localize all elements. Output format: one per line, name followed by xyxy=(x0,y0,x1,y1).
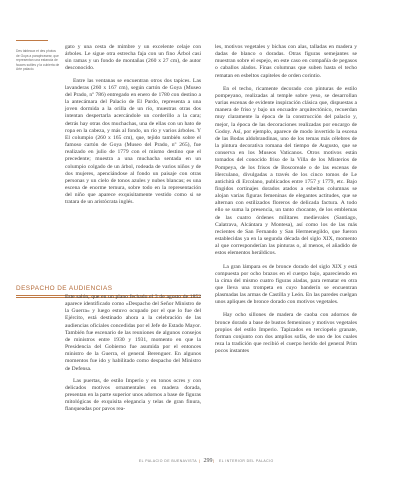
paragraph: En el techo, ricamente decorado con pinturas de estilo pompeyano, realizadas al temple sobre yeso, se desarrollan varias escenas de evidente inspiración clásica que, dispuestas a manera de friso y bajo un encuadre arquitectónico, recuerdan muy claramente la época de la construcción del palacio y, mejor, la época de las decoraciones realizadas por encargo de Godoy. Así, por ejemplo, aparece de modo invertido la escena de las Bodas aldobrandinas, uno de los temas más célebres de la pintura decorativa romana del tiempo de Augusto, que se conserva en los Museos Vaticanos. Otros motivos están tomados del conocido friso de la Villa de los Misterios de Pompeya, de los frisos de Boscoreale o de las escenas de Herculano, divulgadas a través de los cinco tomos de Le antichità di Ercolano, publicados entre 1757 y 1779, etc. Bajo fingidos cortinajes dorados atados a esbeltas columnas se alojan varias figuras femeninas de elegantes actitudes, que se alternan con estilizados floreros de delicada factura. A todo ello se suma la presencia, un tanto chocante, de los emblemas de las cuatro órdenes militares medievales (Santiago, Calatrava, Alcántara y Montesa), así como los de las más recientes de San Fernando y San Hermenegildo, que fueron establecidas ya en la segunda década del siglo XIX, momento al que corresponderían las pinturas o, al menos, el añadido de estos elementos heráldicos. xyxy=(215,85,357,257)
paragraph: gato y una cesta de mimbre y un excelente celaje con árboles. Le sigue otra estrecha faja con un fino Árbol casi sin ramas y un fondo de montañas (260 x 27 cm), de autor desconocido. xyxy=(65,44,201,72)
text-column-left-section xyxy=(65,294,201,419)
paragraph: La gran lámpara es de bronce dorado del siglo XIX y está compuesta por ocho brazos en el cuerpo bajo, apareciendo en la cima del mismo cuatro figuras aladas, para rematar en otra que lleva una trompeta en cuyo banderín se encuentran plasmadas las armas de Castilla y León. En las paredes cuelgan unos apliques de bronce dorado con motivos vegetales. xyxy=(215,263,357,306)
paragraph: Entre las ventanas se encuentran otros dos tapices. Las lavanderas (260 x 167 cm), según cartón de Goya (Museo del Prado, nº 786) entregado en enero de 1780 con destino a la antecámara del Palacio de El Pardo, representa a una joven dormida a la orilla de un río, muestras otras dos intentan despertarla acercándole un corderillo a la cara; detrás hay otras dos muchachas, una de ellas con un hato de ropa en la cabeza, y más al fondo, un río y varios árboles. Y El columpio (260 x 165 cm), que, tejido también sobre el famoso cartón de Goya (Museo del Prado, nº 265), fue realizado en julio de 1779 con el mismo destino que el precedente; muestra a una muchacha sentada en un columpio colgado de un árbol, rodeada de varios niños y de dos mujeres, apenciándose al fondo un paisaje con otras personas y un cielo de tonos azules y nubes blancas; es una escena de enorme ternura, sobre todo en la representación del niño que aparece exquisitamente vestido como si se tratara de un aristócrata inglés. xyxy=(65,77,201,206)
paragraph: Las puertas, de estilo Imperio y en tonos ocres y con delicados motivos ornamentales en madera dorada, presentan en la parte superior unos adornos a base de figuras mitológicas de exquisita elegancia y telas de gran finura, flanqueadas por pavos rea- xyxy=(65,377,201,413)
section-heading: DESPACHO DE AUDIENCIAS xyxy=(16,285,201,296)
running-title-left: EL PALACIO DE BUENAVISTA xyxy=(138,459,197,463)
footer-separator: | xyxy=(199,458,201,463)
sidenote-rule xyxy=(16,40,48,41)
text-column-right xyxy=(215,44,357,361)
paragraph: Este salón, que en un plano fechado el 3 de agosto de 1852 aparece identificado como «Despacho del Señor Ministro de la Guerra» y luego estuvo ocupado por el que lo fue del Ejército, está destinado ahora a la celebración de las audiencias oficiales concedidas por el Jefe de Estado Mayor. También fue escenario de las reuniones de algunos consejos de ministros entre 1930 y 1931, momento en que la Presidencia del Gobierno fue asumida por el entonces ministro de la Guerra, el general Berenguer. En algunos momentos fue ido y habilitado como despacho del Ministro de Defensa. xyxy=(65,294,201,372)
paragraph: Hay ocho sillones de madera de caoba con adornos de bronce dorado a base de bustos femeninos y motivos vegetales propios del estilo Imperio. Tapizados en terciopelo granate, forman conjunto con dos amplios sofás, de uno de los cuales reza la tradición que recibió el cuerpo herido del general Prim pocos instantes xyxy=(215,312,357,355)
page-number: 299 xyxy=(203,458,213,464)
footer-separator: | xyxy=(213,458,215,463)
text-column-left xyxy=(65,44,201,211)
running-title-right: EL INTERIOR DEL PALACIO xyxy=(219,459,274,463)
image-caption: Des tableaux et des photos de Goya a paraphrasear, que representan una estancia de fauces sutiles y la cubierta de Arte palacio. xyxy=(16,49,60,72)
paragraph: les, motivos vegetales y bichas con alas, talladas en madera y dadas de blanco o doradas. Otras figuras semejantes se muestran sobre el espejo, en este caso en compañía de pegasos o caballos alados. Finas columnas que suben hasta el techo rematan en esbeltos capiteles de orden corintio. xyxy=(215,44,357,79)
